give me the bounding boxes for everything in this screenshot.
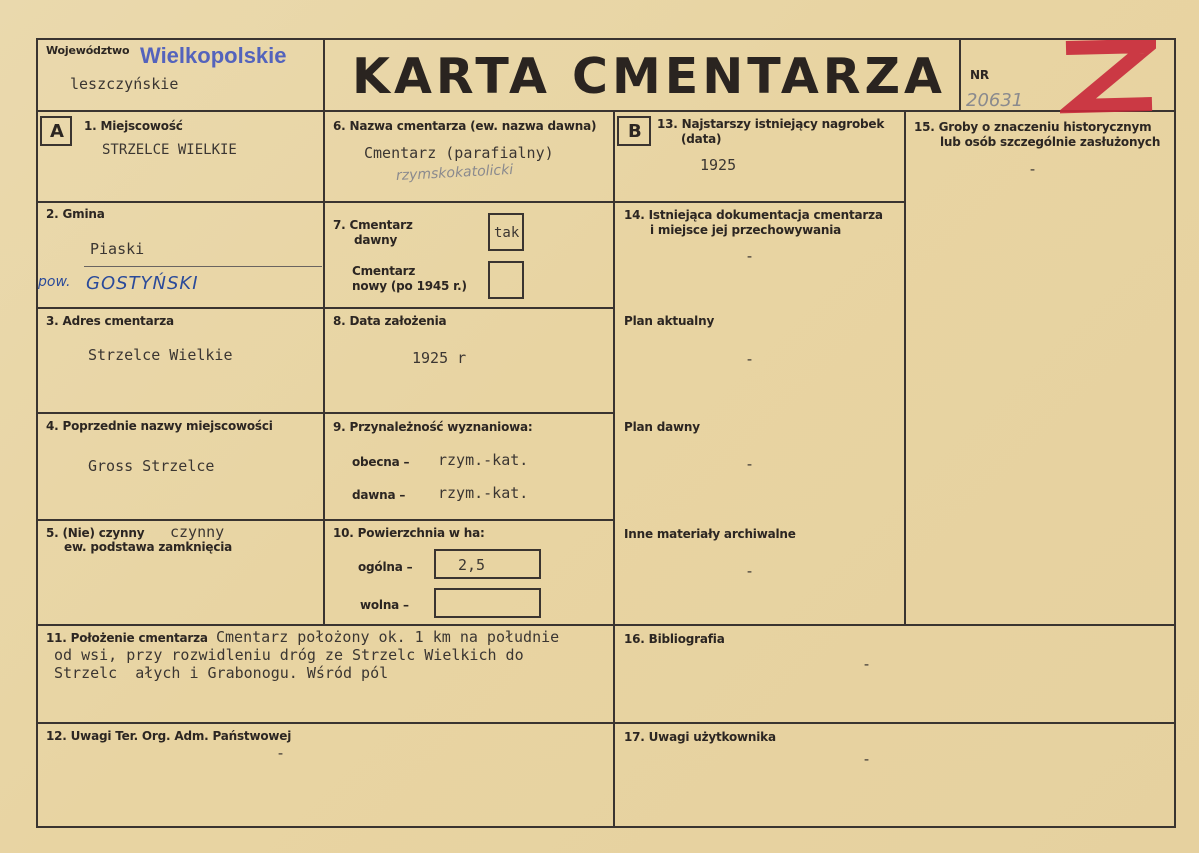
- f3-value: Strzelce Wielkie: [88, 346, 233, 364]
- f2-value: Piaski: [90, 240, 145, 258]
- f13-label-a: 13. Najstarszy istniejący nagrobek: [657, 117, 885, 131]
- f11-line1: Cmentarz położony ok. 1 km na południe: [216, 628, 560, 646]
- f5-label-b: ew. podstawa zamknięcia: [64, 540, 233, 554]
- f8-value: 1925 r: [412, 349, 467, 367]
- f11-line3: Strzelc ałych i Grabonogu. Wśród pól: [54, 664, 389, 682]
- section-b-letter: B: [628, 121, 642, 142]
- f7-dawny-value: tak: [494, 225, 520, 241]
- f4-value: Gross Strzelce: [88, 457, 215, 475]
- plan-aktualny-value: -: [745, 350, 755, 368]
- frame-right: [1174, 38, 1176, 828]
- f12-value: -: [276, 744, 286, 762]
- section-b-box: [617, 116, 651, 146]
- f7-nowy-checkbox[interactable]: [488, 261, 524, 299]
- f3-label: 3. Adres cmentarza: [46, 314, 174, 328]
- f8-label: 8. Data założenia: [333, 314, 447, 328]
- section-a-letter: A: [50, 121, 64, 142]
- f15-label-b: lub osób szczególnie zasłużonych: [940, 135, 1161, 149]
- f7-label-a: 7. Cmentarz: [333, 218, 413, 232]
- f9-label: 9. Przynależność wyznaniowa:: [333, 420, 533, 434]
- f13-label-b: (data): [681, 132, 722, 146]
- f9-dawna-label: dawna –: [352, 488, 406, 502]
- f10-label: 10. Powierzchnia w ha:: [333, 526, 485, 540]
- plan-dawny-value: -: [745, 455, 755, 473]
- f10-ogolna-label: ogólna –: [358, 560, 413, 574]
- f13-value: 1925: [700, 156, 737, 174]
- f14-label-a: 14. Istniejąca dokumentacja cmentarza: [624, 208, 883, 222]
- f12-label: 12. Uwagi Ter. Org. Adm. Państwowej: [46, 729, 292, 743]
- nr-value: 20631: [966, 90, 1024, 111]
- f9-dawna-value: rzym.-kat.: [438, 484, 529, 502]
- f5-label-a: 5. (Nie) czynny: [46, 526, 145, 540]
- f5-value: czynny: [170, 523, 225, 541]
- f10-wolna-label: wolna –: [360, 598, 409, 612]
- col-line-1: [323, 110, 325, 626]
- f10-wolna-field[interactable]: [434, 588, 541, 618]
- page-title: KARTA CMENTARZA: [352, 48, 946, 105]
- f9-obecna-value: rzym.-kat.: [438, 451, 529, 469]
- col-line-3: [904, 110, 906, 626]
- f14-value: -: [745, 247, 755, 265]
- inne-materialy-label: Inne materiały archiwalne: [624, 527, 796, 541]
- f4-label: 4. Poprzednie nazwy miejscowości: [46, 419, 273, 433]
- f11-label: 11. Położenie cmentarza: [46, 631, 208, 645]
- header-vline-1: [323, 38, 325, 112]
- frame-top: [36, 38, 1176, 40]
- f10-ogolna-field[interactable]: [434, 549, 541, 579]
- f1-value: STRZELCE WIELKIE: [102, 142, 237, 158]
- plan-aktualny-label: Plan aktualny: [624, 314, 715, 328]
- f2-underline: [84, 266, 322, 267]
- frame-left: [36, 38, 38, 828]
- f14-label-b: i miejsce jej przechowywania: [650, 223, 842, 237]
- f6-value: Cmentarz (parafialny): [364, 144, 554, 162]
- inne-materialy-value: -: [745, 562, 755, 580]
- f6-note: rzymskokatolicki: [395, 161, 514, 185]
- f6-label: 6. Nazwa cmentarza (ew. nazwa dawna): [333, 119, 597, 133]
- row-line-m3: [323, 412, 615, 414]
- row-line-m2: [323, 307, 615, 309]
- f2-pow-label: pow.: [38, 274, 71, 290]
- f1-label: 1. Miejscowość: [84, 119, 183, 133]
- f11-line2: od wsi, przy rozwidleniu dróg ze Strzelc Wielkich do: [54, 646, 524, 664]
- f16-label: 16. Bibliografia: [624, 632, 725, 646]
- row-line-12: [36, 722, 1176, 724]
- row-line-l1: [36, 201, 326, 203]
- row-line-11: [36, 624, 1176, 626]
- f7-label-d: nowy (po 1945 r.): [352, 279, 467, 293]
- header-vline-2: [959, 38, 961, 112]
- f2-label: 2. Gmina: [46, 207, 105, 221]
- f17-label: 17. Uwagi użytkownika: [624, 730, 776, 744]
- row-line-r1: [613, 201, 906, 203]
- row-line-m4: [323, 519, 615, 521]
- f10-ogolna-value: 2,5: [458, 556, 486, 574]
- row-line-l2: [36, 307, 326, 309]
- voivodeship-stamp: Wielkopolskie: [140, 43, 287, 68]
- f15-label-a: 15. Groby o znaczeniu historycznym: [914, 120, 1152, 134]
- plan-dawny-label: Plan dawny: [624, 420, 700, 434]
- f17-value: -: [862, 750, 872, 768]
- stamp-z-icon: [1060, 40, 1156, 114]
- f7-label-c: Cmentarz: [352, 264, 416, 278]
- nr-label: NR: [970, 68, 989, 82]
- frame-bottom: [36, 826, 1176, 828]
- f7-label-b: dawny: [354, 233, 398, 247]
- row-line-m1: [323, 201, 615, 203]
- voivodeship-label: Województwo: [46, 44, 130, 57]
- f15-value: -: [1028, 160, 1038, 178]
- f2-pow-value: GOSTYŃSKI: [86, 273, 199, 294]
- row-line-l3: [36, 412, 326, 414]
- f16-value: -: [862, 655, 872, 673]
- f7-dawny-checkbox[interactable]: [488, 213, 524, 251]
- f9-obecna-label: obecna –: [352, 455, 410, 469]
- voivodeship-old: leszczyńskie: [70, 75, 179, 93]
- row-line-l4: [36, 519, 326, 521]
- section-a-box: [40, 116, 72, 146]
- col-line-2: [613, 110, 615, 828]
